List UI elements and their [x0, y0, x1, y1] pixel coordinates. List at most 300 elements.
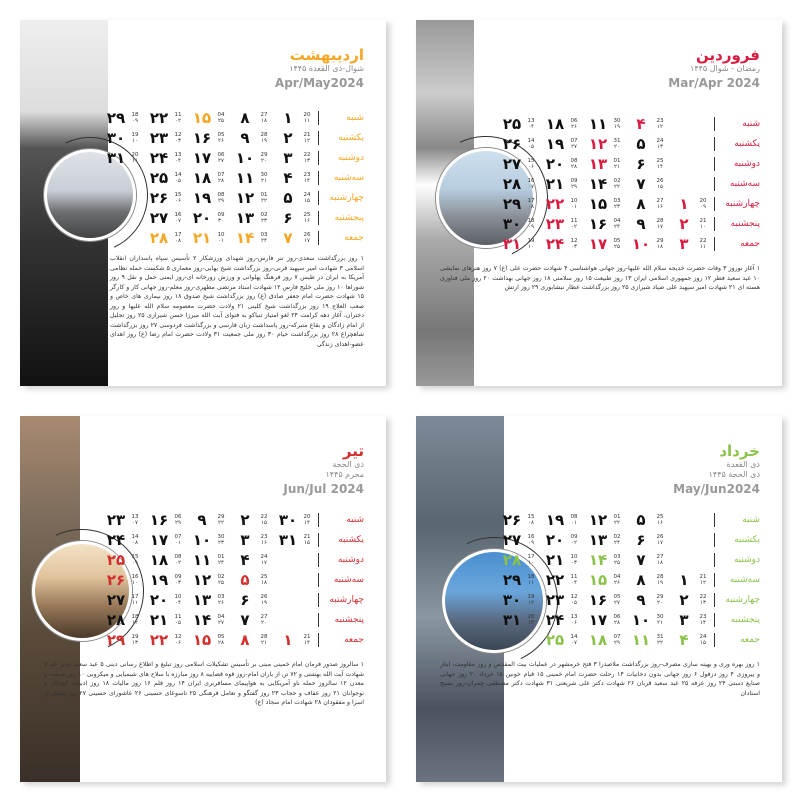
- secondary-dates: [569, 218, 579, 230]
- day-cell[interactable]: [493, 115, 536, 133]
- day-cell[interactable]: [622, 631, 665, 649]
- persian-day: ۲۷: [502, 155, 522, 173]
- persian-day: ۱۹: [149, 571, 169, 589]
- day-cell[interactable]: [183, 229, 226, 247]
- day-cell[interactable]: [140, 109, 183, 127]
- persian-day: ۲۹: [106, 109, 126, 127]
- day-cell[interactable]: [226, 511, 269, 529]
- persian-day: ۱۸: [545, 115, 565, 133]
- day-cell[interactable]: [622, 551, 665, 569]
- day-cell[interactable]: [269, 129, 312, 147]
- day-cell[interactable]: [536, 175, 579, 193]
- secondary-dates: [698, 238, 708, 250]
- hijri-day: ۰۶: [175, 198, 181, 204]
- day-cell[interactable]: [579, 611, 622, 629]
- day-cell[interactable]: [140, 631, 183, 649]
- secondary-dates: [173, 172, 183, 184]
- day-cell[interactable]: [97, 109, 140, 127]
- day-cell[interactable]: [226, 189, 269, 207]
- hijri-day: ۱۲: [528, 600, 534, 606]
- secondary-dates: [612, 238, 622, 250]
- secondary-dates: [216, 554, 226, 566]
- day-cell[interactable]: [183, 129, 226, 147]
- hijri-day: ۰۷: [571, 640, 577, 646]
- hijri-day: ۰۸: [175, 238, 181, 244]
- day-cell[interactable]: [579, 531, 622, 549]
- day-cell[interactable]: [665, 571, 708, 589]
- gregorian-day: 22: [699, 238, 707, 244]
- weekday-row: [97, 168, 364, 188]
- gregorian-day: 06: [613, 614, 621, 620]
- hijri-day: ۲۴: [218, 560, 224, 566]
- hijri-day: ۱۶: [261, 540, 267, 546]
- hijri-day: ۲۵: [614, 244, 620, 250]
- secondary-dates: [173, 574, 183, 586]
- day-cell[interactable]: [183, 511, 226, 529]
- day-cell[interactable]: [579, 551, 622, 569]
- secondary-dates: [259, 594, 269, 606]
- day-cell[interactable]: [665, 195, 708, 213]
- secondary-dates: [259, 232, 269, 244]
- weekday-row: [97, 228, 364, 248]
- hijri-day: ۲۷: [218, 620, 224, 626]
- day-cell[interactable]: [536, 571, 579, 589]
- day-cell[interactable]: [269, 209, 312, 227]
- persian-day: ۲۰: [545, 155, 565, 173]
- day-cell[interactable]: [269, 511, 312, 529]
- secondary-dates: [698, 574, 708, 586]
- day-cell[interactable]: [97, 511, 140, 529]
- day-cell[interactable]: [183, 189, 226, 207]
- gregorian-day: 16: [527, 178, 535, 184]
- day-cell[interactable]: [97, 129, 140, 147]
- day-cell[interactable]: [622, 611, 665, 629]
- persian-day: ۲۷: [502, 531, 522, 549]
- day-cell[interactable]: [622, 591, 665, 609]
- gregorian-day: 27: [260, 614, 268, 620]
- secondary-dates: [612, 634, 622, 646]
- day-cell[interactable]: [579, 235, 622, 253]
- persian-day: ۱۵: [192, 109, 212, 127]
- gregorian-day: 01: [613, 514, 621, 520]
- hijri-day: ۱۴: [304, 178, 310, 184]
- hijri-day: ۱۴: [304, 640, 310, 646]
- weekday-row: [97, 148, 364, 168]
- day-cell[interactable]: [622, 511, 665, 529]
- gregorian-day: 11: [174, 112, 182, 118]
- hijri-day: ۱۰: [132, 138, 138, 144]
- hijri-day: ۱۷: [657, 540, 663, 546]
- day-cell[interactable]: [269, 229, 312, 247]
- day-cell[interactable]: [622, 115, 665, 133]
- hijri-day: ۲۷: [614, 600, 620, 606]
- day-cell[interactable]: [579, 175, 622, 193]
- day-cell[interactable]: [226, 531, 269, 549]
- gregorian-day: 03: [260, 232, 268, 238]
- day-cell[interactable]: [665, 631, 708, 649]
- gregorian-day: 10: [570, 198, 578, 204]
- secondary-dates: [130, 554, 140, 566]
- secondary-dates: [655, 514, 665, 526]
- hijri-day: ۱۳: [304, 158, 310, 164]
- hijri-day: ۱۵: [657, 184, 663, 190]
- gregorian-day: 23: [699, 614, 707, 620]
- gregorian-day: 02: [260, 212, 268, 218]
- day-cell[interactable]: [493, 215, 536, 233]
- day-cell[interactable]: [97, 531, 140, 549]
- day-cell[interactable]: [183, 631, 226, 649]
- day-cell[interactable]: [183, 209, 226, 227]
- day-cell[interactable]: [183, 149, 226, 167]
- day-cell[interactable]: [269, 109, 312, 127]
- secondary-dates: [173, 534, 183, 546]
- day-cell[interactable]: [579, 115, 622, 133]
- gregorian-day: 08: [570, 158, 578, 164]
- gregorian-day: 26: [303, 232, 311, 238]
- persian-day: ۲۷: [106, 591, 126, 609]
- day-cell[interactable]: [665, 235, 708, 253]
- weekday-row: [493, 234, 760, 254]
- gregorian-day: 31: [613, 138, 621, 144]
- persian-day: ۱۸: [192, 169, 212, 187]
- gregorian-day: 06: [217, 152, 225, 158]
- day-cell[interactable]: [579, 571, 622, 589]
- day-cell[interactable]: [140, 209, 183, 227]
- gregorian-day: 04: [217, 112, 225, 118]
- secondary-dates: [612, 614, 622, 626]
- persian-day: ۲۳: [545, 591, 565, 609]
- secondary-dates: [173, 594, 183, 606]
- secondary-dates: [526, 238, 536, 250]
- hijri-day: ۲۶: [218, 600, 224, 606]
- day-cell[interactable]: [183, 169, 226, 187]
- day-cell[interactable]: [140, 591, 183, 609]
- events-text: ۱ سالروز صدور فرمان امام خمینی مبنی بر تأسیس تشکیلات اسلامی روز تبلیغ و اطلاع رسانی دینی ۵ عید سعید غدیر خم ۷ شهادت آیت الله بهشتی و ۷۲ تن از یاران امام-روز قوه قضاییه ۸ روز مبارزه با سلاح های شیمیایی و میکروبی ۱۰ روز صنعت و معدن ۱۲ سالروز حمله ناو آمریکایی به هواپیمای مسافربری ایران ۱۴ روز قلم ۱۶ روز مالیات ۱۸ روز ادبیات کودکان و نوجوانان ۲۱ روز عفاف و حجاب ۲۳ روز گفتگو و تعامل فرهنگی ۲۵ تاسوعای حسینی ۲۶ عاشورای حسینی ۲۷ روز تجلیل از اسرا و مفقودان ۲۸ شهادت امام سجاد (ع): [44, 661, 365, 706]
- gregorian-day: 20: [131, 152, 139, 158]
- persian-day: ۸: [240, 109, 250, 127]
- secondary-dates: [302, 514, 312, 526]
- persian-day: ۲: [283, 129, 293, 147]
- day-cell[interactable]: [226, 591, 269, 609]
- gregorian-day: 17: [527, 198, 535, 204]
- day-cell[interactable]: [579, 195, 622, 213]
- day-cell[interactable]: [536, 195, 579, 213]
- day-cell[interactable]: [140, 531, 183, 549]
- day-cell[interactable]: [536, 235, 579, 253]
- gregorian-day: 10: [217, 232, 225, 238]
- day-cell[interactable]: [226, 551, 269, 569]
- day-cell[interactable]: [183, 551, 226, 569]
- day-cell[interactable]: [493, 511, 536, 529]
- hijri-day: ۰۵: [528, 144, 534, 150]
- weekday-row: [97, 610, 364, 630]
- day-cell[interactable]: [579, 591, 622, 609]
- hijri-day: ۲۰: [657, 600, 663, 606]
- hijri-day: ۲۸: [218, 178, 224, 184]
- hijri-day: ۱۸: [657, 560, 663, 566]
- day-cell[interactable]: [226, 149, 269, 167]
- day-cell[interactable]: [622, 155, 665, 173]
- weekday-row: [493, 570, 760, 590]
- persian-day: ۹: [240, 129, 250, 147]
- persian-day: ۲۰: [192, 209, 212, 227]
- gregorian-day: 09: [217, 212, 225, 218]
- persian-day: ۷: [636, 175, 646, 193]
- day-cell[interactable]: [140, 149, 183, 167]
- hijri-day: ۲۵: [614, 560, 620, 566]
- day-cell[interactable]: [622, 571, 665, 589]
- hijri-day: ۲۱: [657, 620, 663, 626]
- day-cell[interactable]: [226, 129, 269, 147]
- hijri-day: ۲۹: [218, 198, 224, 204]
- day-cell[interactable]: [97, 571, 140, 589]
- gregorian-day: 28: [656, 218, 664, 224]
- weekday-row: [97, 590, 364, 610]
- hijri-day: ۰۸: [528, 204, 534, 210]
- persian-day: ۱۶: [149, 511, 169, 529]
- persian-day: ۱۰: [631, 611, 651, 629]
- day-cell[interactable]: [493, 235, 536, 253]
- secondary-dates: [526, 198, 536, 210]
- gregorian-day: 07: [570, 138, 578, 144]
- hijri-day: ۰۱: [571, 520, 577, 526]
- day-cell[interactable]: [97, 149, 140, 167]
- secondary-dates: [302, 192, 312, 204]
- persian-day: ۱۹: [545, 135, 565, 153]
- day-cell[interactable]: [226, 229, 269, 247]
- hijri-day: ۱۶: [657, 204, 663, 210]
- day-cell[interactable]: [536, 115, 579, 133]
- day-cell[interactable]: [536, 215, 579, 233]
- secondary-dates: [655, 218, 665, 230]
- secondary-dates: [259, 634, 269, 646]
- weekday-label: شنبه: [318, 111, 364, 125]
- gregorian-day: 10: [174, 594, 182, 600]
- gregorian-day: 12: [570, 594, 578, 600]
- persian-day: ۲۵: [106, 551, 126, 569]
- hijri-day: ۲۲: [657, 640, 663, 646]
- persian-day: ۶: [283, 209, 293, 227]
- hijri-day: ۲۲: [218, 520, 224, 526]
- day-cell[interactable]: [579, 511, 622, 529]
- persian-day: ۱۶: [588, 215, 608, 233]
- gregorian-day: 18: [131, 614, 139, 620]
- calendar-page-farvardin: [416, 20, 782, 386]
- events-text: ۱ روز بهره وری و بهینه سازی مصرف-روز بزرگداشت ملاصدرا ۳ فتح خرمشهر در عملیات بیت المقدس و روز مقاومت، ایثار و پیروزی ۴ روز دزفول ۶ روز جهانی بدون دخانیات ۱۴ رحلت حضرت امام خمینی ۱۵ قیام خونین ۱۵ خرداد ۲۰ روز جهانی صنایع دستی ۲۴ روز عرفه ۲۵ عید سعید قربان ۲۶ شهادت دکتر علی شریعتی ۳۱ شهادت دکتر مصطفی چمران-روز بسیج استادان: [440, 661, 761, 697]
- day-cell[interactable]: [269, 531, 312, 549]
- secondary-dates: [526, 118, 536, 130]
- hijri-day: ۲۲: [261, 198, 267, 204]
- secondary-dates: [259, 514, 269, 526]
- day-cell[interactable]: [183, 571, 226, 589]
- persian-day: ۶: [240, 591, 250, 609]
- day-cell[interactable]: [140, 611, 183, 629]
- secondary-dates: [130, 594, 140, 606]
- persian-day: ۱۹: [545, 511, 565, 529]
- day-cell[interactable]: [493, 195, 536, 213]
- persian-day: ۱۱: [588, 115, 608, 133]
- secondary-dates: [173, 554, 183, 566]
- day-cell[interactable]: [226, 611, 269, 629]
- gregorian-day: 13: [131, 514, 139, 520]
- secondary-dates: [259, 152, 269, 164]
- hijri-day: ۲۴: [614, 540, 620, 546]
- day-cell[interactable]: [622, 215, 665, 233]
- weekday-row: [493, 590, 760, 610]
- day-cell[interactable]: [269, 169, 312, 187]
- day-cell[interactable]: [140, 551, 183, 569]
- gregorian-day: 18: [527, 218, 535, 224]
- day-cell[interactable]: [226, 631, 269, 649]
- hijri-day: ۰۵: [175, 178, 181, 184]
- weekday-row: [97, 550, 364, 570]
- gregorian-day: 19: [527, 594, 535, 600]
- day-cell[interactable]: [536, 511, 579, 529]
- secondary-dates: [302, 634, 312, 646]
- day-cell[interactable]: [622, 235, 665, 253]
- secondary-dates: [259, 534, 269, 546]
- day-cell[interactable]: [536, 135, 579, 153]
- persian-day: ۶: [636, 155, 646, 173]
- day-cell[interactable]: [140, 229, 183, 247]
- persian-day: ۱۵: [588, 195, 608, 213]
- hijri-day: ۰۹: [132, 560, 138, 566]
- persian-day: ۵: [240, 571, 250, 589]
- secondary-dates: [569, 554, 579, 566]
- persian-day: ۲۴: [545, 235, 565, 253]
- persian-day: ۲۲: [545, 195, 565, 213]
- month-header: [283, 442, 364, 496]
- persian-day: ۸: [636, 195, 646, 213]
- day-cell[interactable]: [493, 155, 536, 173]
- hijri-day: ۳۰: [218, 218, 224, 224]
- weekday-label: شنبه: [318, 513, 364, 527]
- month-header: [668, 46, 760, 90]
- day-cell[interactable]: [622, 531, 665, 549]
- hijri-day: ۰۷: [132, 520, 138, 526]
- day-cell[interactable]: [536, 631, 579, 649]
- day-cell[interactable]: [97, 591, 140, 609]
- secondary-dates: [302, 172, 312, 184]
- gregorian-day: 05: [613, 238, 621, 244]
- day-cell[interactable]: [226, 109, 269, 127]
- day-cell[interactable]: [493, 531, 536, 549]
- persian-day: ۱۳: [588, 155, 608, 173]
- day-cell[interactable]: [536, 591, 579, 609]
- day-cell[interactable]: [622, 195, 665, 213]
- persian-day: ۹: [636, 215, 646, 233]
- day-cell[interactable]: [536, 531, 579, 549]
- gregorian-day: 24: [656, 138, 664, 144]
- secondary-dates: [173, 112, 183, 124]
- gregorian-day: 08: [217, 192, 225, 198]
- day-cell[interactable]: [493, 135, 536, 153]
- day-cell[interactable]: [579, 155, 622, 173]
- day-cell[interactable]: [493, 591, 536, 609]
- day-cell[interactable]: [579, 135, 622, 153]
- persian-day: ۳۱: [106, 149, 126, 167]
- day-cell[interactable]: [97, 551, 140, 569]
- day-cell[interactable]: [140, 511, 183, 529]
- weekday-label: جمعه: [318, 633, 364, 647]
- persian-day: ۴: [636, 115, 646, 133]
- secondary-dates: [655, 238, 665, 250]
- day-cell[interactable]: [183, 591, 226, 609]
- weekday-label: چهارشنبه: [714, 593, 760, 607]
- persian-day: ۴: [283, 169, 293, 187]
- hijri-day: ۰۹: [528, 224, 534, 230]
- hijri-day: ۲۳: [261, 218, 267, 224]
- secondary-dates: [216, 112, 226, 124]
- day-cell[interactable]: [493, 611, 536, 629]
- day-cell[interactable]: [493, 175, 536, 193]
- gregorian-day: 08: [174, 554, 182, 560]
- day-cell[interactable]: [140, 189, 183, 207]
- day-cell[interactable]: [536, 611, 579, 629]
- day-cell[interactable]: [536, 551, 579, 569]
- secondary-dates: [698, 614, 708, 626]
- gregorian-day: 19: [527, 238, 535, 244]
- day-cell[interactable]: [665, 215, 708, 233]
- day-cell[interactable]: [183, 611, 226, 629]
- gregorian-day: 05: [217, 634, 225, 640]
- day-cell[interactable]: [140, 129, 183, 147]
- hijri-day: ۱۸: [261, 118, 267, 124]
- hijri-day: ۰۳: [175, 580, 181, 586]
- day-cell[interactable]: [226, 169, 269, 187]
- gregorian-day: 03: [613, 198, 621, 204]
- gregorian-day: 21: [303, 534, 311, 540]
- hijri-day: ۰۲: [571, 224, 577, 230]
- hijri-day: ۱۰: [132, 580, 138, 586]
- secondary-dates: [612, 554, 622, 566]
- secondary-dates: [173, 212, 183, 224]
- day-cell[interactable]: [140, 571, 183, 589]
- gregorian-months: Mar/Apr 2024: [668, 76, 760, 90]
- day-cell[interactable]: [269, 149, 312, 167]
- secondary-dates: [612, 138, 622, 150]
- day-cell[interactable]: [665, 611, 708, 629]
- hijri-day: ۰۱: [175, 540, 181, 546]
- hijri-day: ۱۱: [304, 118, 310, 124]
- day-cell[interactable]: [622, 135, 665, 153]
- day-cell[interactable]: [665, 591, 708, 609]
- day-cell[interactable]: [622, 175, 665, 193]
- gregorian-day: 14: [131, 534, 139, 540]
- day-cell[interactable]: [97, 631, 140, 649]
- day-cell[interactable]: [226, 571, 269, 589]
- day-cell[interactable]: [269, 631, 312, 649]
- day-cell[interactable]: [493, 571, 536, 589]
- day-cell[interactable]: [226, 209, 269, 227]
- day-cell[interactable]: [536, 155, 579, 173]
- day-cell[interactable]: [579, 215, 622, 233]
- day-cell[interactable]: [493, 551, 536, 569]
- day-cell[interactable]: [140, 169, 183, 187]
- hijri-day: ۰۶: [571, 620, 577, 626]
- day-cell[interactable]: [269, 189, 312, 207]
- gregorian-day: 27: [656, 554, 664, 560]
- secondary-dates: [698, 634, 708, 646]
- persian-day: ۱: [283, 631, 293, 649]
- day-cell[interactable]: [183, 109, 226, 127]
- day-cell[interactable]: [97, 611, 140, 629]
- day-cell[interactable]: [183, 531, 226, 549]
- weekday-label: شنبه: [714, 117, 760, 131]
- gregorian-day: 22: [303, 152, 311, 158]
- weekday-row: [97, 510, 364, 530]
- day-cell[interactable]: [579, 631, 622, 649]
